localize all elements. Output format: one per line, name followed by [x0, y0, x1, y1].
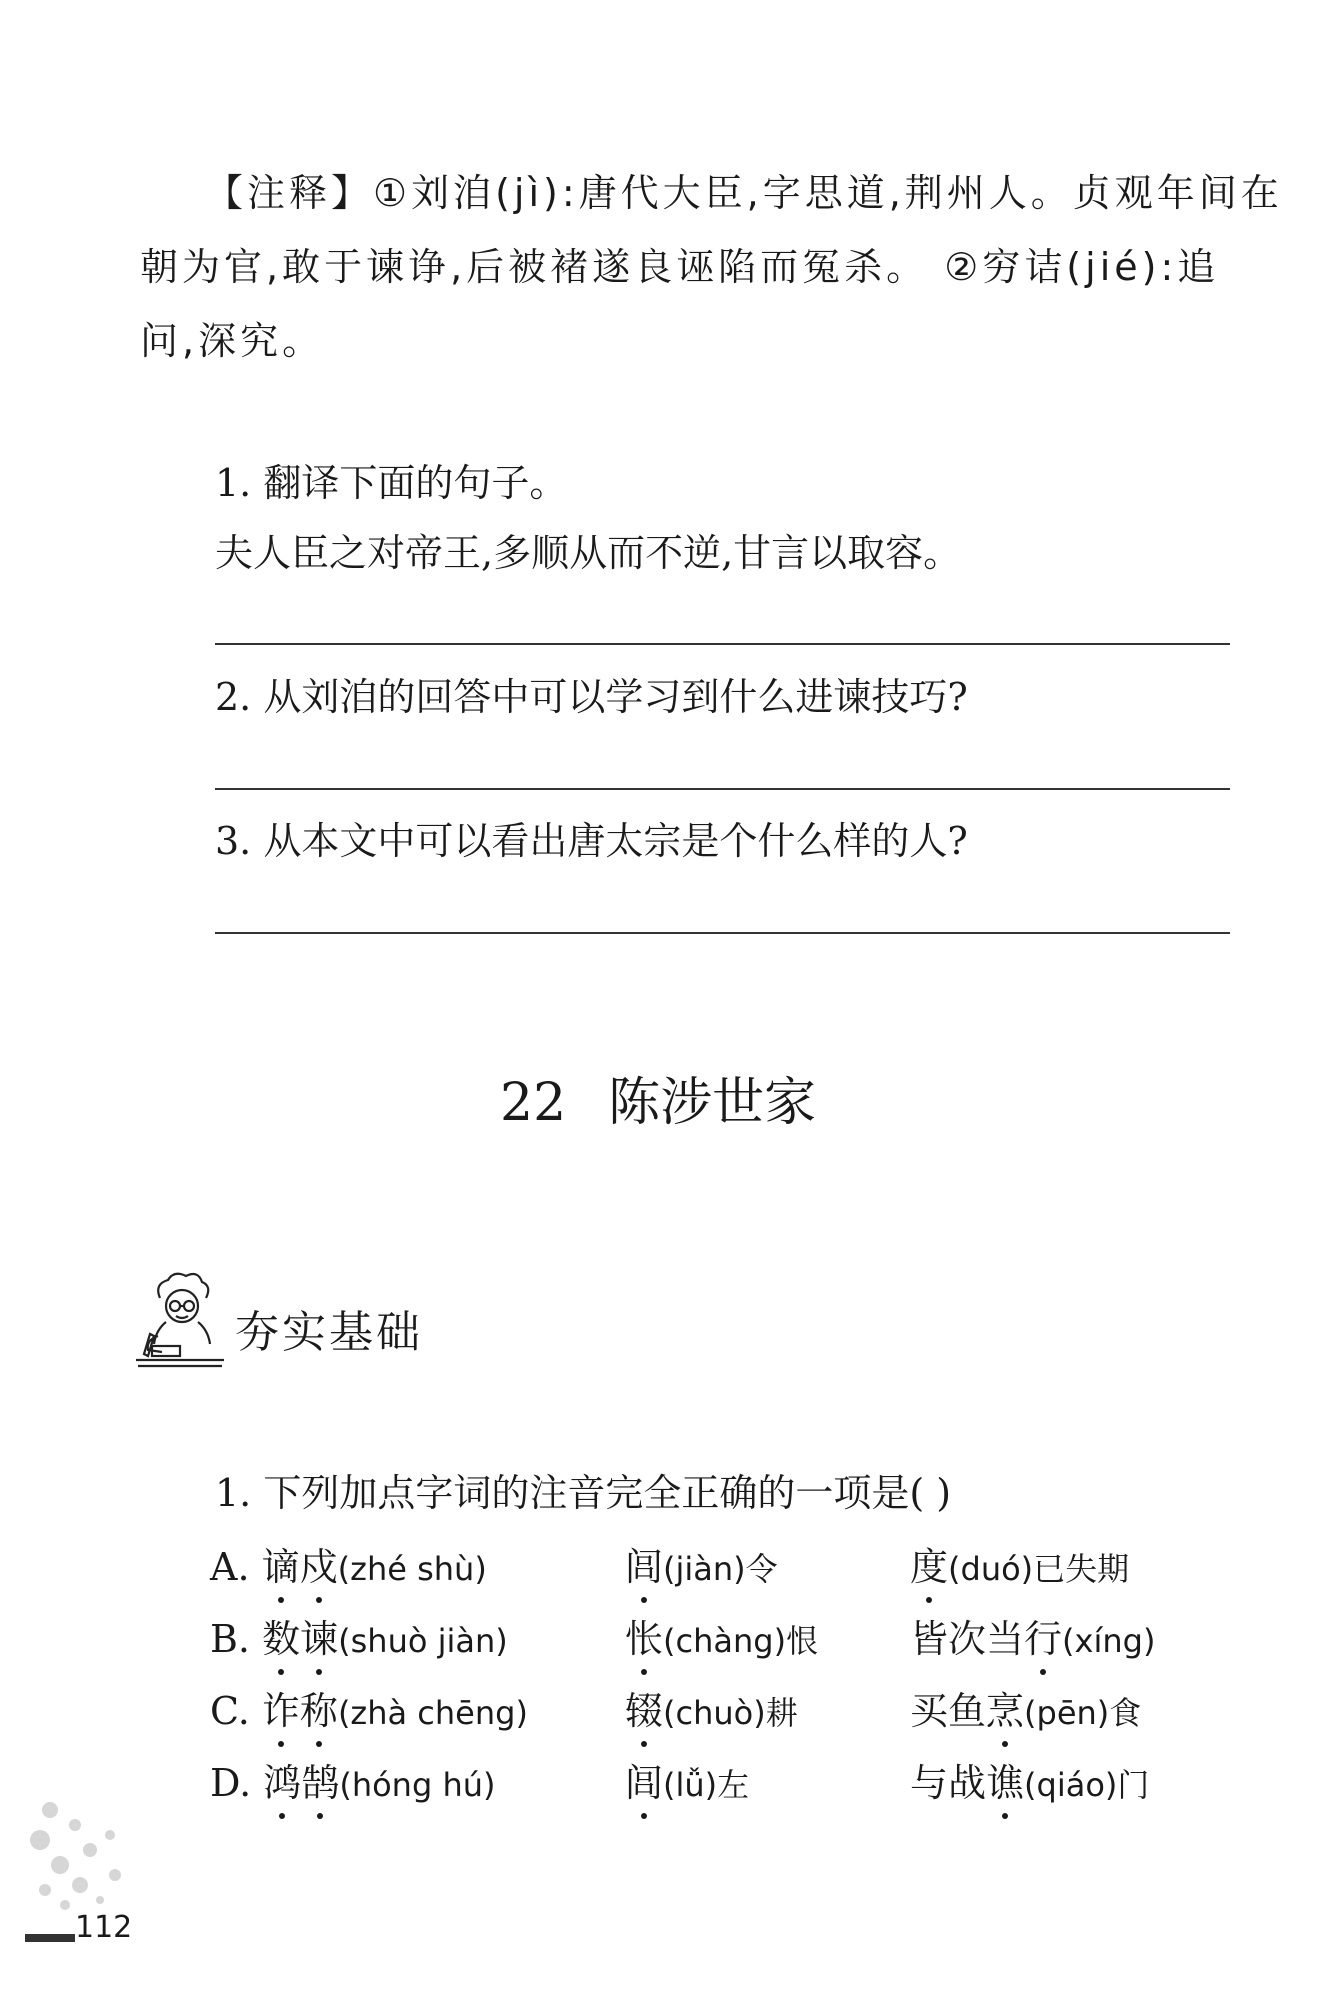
note-line-3: 问,深究。 [140, 319, 325, 363]
dotted-char: 闾 [625, 1752, 663, 1807]
option-c-col2: 辍(chuò)耕 [625, 1680, 798, 1735]
dotted-char: 鸿 [263, 1752, 301, 1807]
lesson-number: 22 [500, 1073, 567, 1133]
reading-person-icon [130, 1270, 230, 1370]
question-3: 3. 从本文中可以看出唐太宗是个什么样的人? [215, 819, 968, 863]
option-d-col1: D. 鸿鹄(hóng hú) [210, 1752, 495, 1807]
option-c-col3: 买鱼烹(pēn)食 [910, 1680, 1141, 1735]
question-1-sentence: 夫人臣之对帝王,多顺从而不逆,甘言以取容。 [215, 531, 962, 575]
dotted-char: 数 [262, 1608, 300, 1663]
option-b-col3: 皆次当行(xíng) [910, 1608, 1155, 1663]
dotted-char: 鹄 [301, 1752, 339, 1807]
lesson-title [500, 1060, 816, 1135]
dotted-char: 闾 [625, 1536, 663, 1591]
note-line-1: 【注释】①刘洎(jì):唐代大臣,字思道,荆州人。贞观年间在 [205, 171, 1283, 215]
option-a-col1: A. 谪戍(zhé shù) [210, 1536, 487, 1591]
dotted-char: 戍 [300, 1536, 338, 1591]
dotted-char: 度 [910, 1536, 948, 1591]
question-2: 2. 从刘洎的回答中可以学习到什么进谏技巧? [215, 675, 968, 719]
option-d-col3: 与战谯(qiáo)门 [910, 1752, 1149, 1807]
section-title: 夯实基础 [235, 1307, 423, 1358]
dotted-char: 称 [300, 1680, 338, 1735]
question-1: 1. 翻译下面的句子。 [215, 461, 568, 505]
dotted-char: 谯 [986, 1752, 1024, 1807]
dotted-char: 诈 [262, 1680, 300, 1735]
answer-line-3[interactable] [215, 932, 1230, 934]
option-d-col2: 闾(lǚ)左 [625, 1752, 749, 1807]
mc-stem: 1. 下列加点字词的注音完全正确的一项是( ) [215, 1471, 952, 1515]
dotted-char: 烹 [986, 1680, 1024, 1735]
page-number: 112 [75, 1910, 133, 1945]
option-b-col2: 怅(chàng)恨 [625, 1608, 818, 1663]
dotted-char: 谪 [262, 1536, 300, 1591]
option-a-col2: 闾(jiàn)令 [625, 1536, 778, 1591]
decorative-corner-pattern [20, 1790, 140, 1920]
option-c-col1: C. 诈称(zhà chēng) [210, 1680, 528, 1735]
dotted-char: 怅 [625, 1608, 663, 1663]
option-b-col1: B. 数谏(shuò jiàn) [210, 1608, 508, 1663]
page-number-bar [25, 1934, 75, 1942]
dotted-char: 行 [1024, 1608, 1062, 1663]
answer-line-1[interactable] [215, 643, 1230, 645]
option-a-col3: 度(duó)已失期 [910, 1536, 1129, 1591]
lesson-name: 陈涉世家 [608, 1073, 817, 1133]
answer-line-2[interactable] [215, 788, 1230, 790]
note-line-2: 朝为官,敢于谏诤,后被褚遂良诬陷而冤杀。 ②穷诘(jié):追 [140, 245, 1220, 289]
dotted-char: 辍 [625, 1680, 663, 1735]
dotted-char: 谏 [300, 1608, 338, 1663]
